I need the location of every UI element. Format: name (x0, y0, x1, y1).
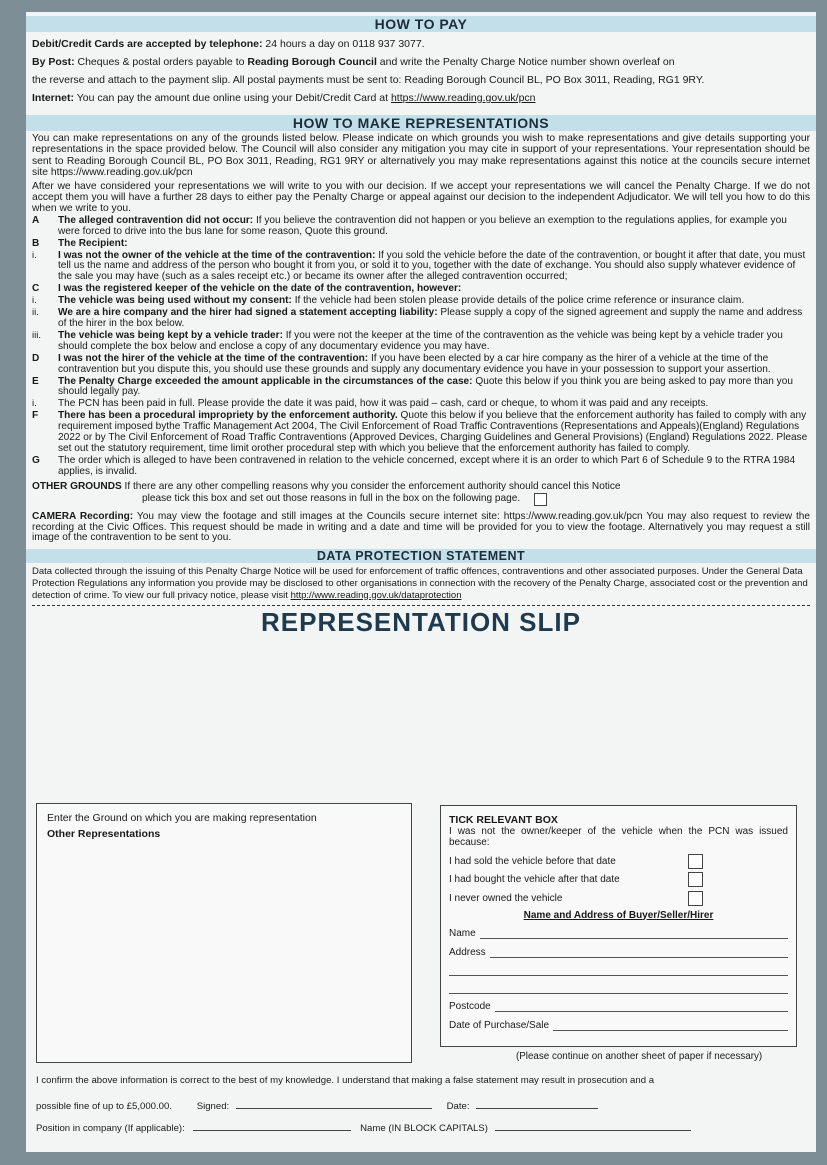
tick-option (449, 852, 703, 871)
cut-line (32, 605, 810, 606)
tick-box-intro: I was not the owner/keeper of the vehicle when the PCN was issued because: (449, 826, 788, 848)
pay-internet (32, 89, 810, 107)
internet-text: You can pay the amount due online using your Debit/Credit Card at (74, 92, 391, 104)
other-grounds-text: If there are any other compelling reasons why you consider the enforcement authority should cancel this Notice (121, 480, 621, 492)
ground-item (32, 411, 810, 455)
address-field[interactable] (449, 939, 788, 958)
how-to-pay-header (26, 16, 816, 32)
ground-description: If you believe the contravention did not happen or you believe an exemption to the regulations applies, for example you were forced to drive into the bus lane for some reason, Quote this ground. (58, 214, 787, 237)
tick-box-title: TICK RELEVANT BOX (449, 814, 558, 826)
post-text-2: and write the Penalty Charge Notice number shown overleaf on (376, 56, 675, 68)
name-label: Name (449, 928, 476, 939)
post-label: By Post: (32, 56, 75, 68)
ground-heading: The alleged contravention did not occur: (58, 214, 254, 226)
ground-key: B (32, 237, 40, 249)
data-protection-header (26, 549, 816, 563)
ground-key: D (32, 352, 40, 364)
fine-text: possible fine of up to £5,000.00. (36, 1101, 173, 1112)
ground-description: If you have been elected by a car hire company as the hirer of a vehicle at the time of the contravention but you dispute this, you should use these grounds and supply any documentary evidence you have in your possession to support your assertion. (58, 352, 771, 375)
ground-key: i. (32, 295, 37, 307)
position-label: Position in company (If applicable): (36, 1123, 185, 1134)
ground-text (58, 399, 810, 410)
position-row (36, 1120, 691, 1134)
representations-after: After we have considered your representations we will write to you with our decision. If we accept your representations we will cancel the Penalty Charge. If we do not accept them you will have a further 28 days to either pay the Penalty Charge or appeal against our decision to the independent Adjudicator. We will tell you how to do this when we write to you. (32, 180, 810, 215)
ground-key: G (32, 454, 40, 466)
ground-item (32, 308, 810, 330)
ground-heading: The Penalty Charge exceeded the amount applicable in the circumstances of the case: (58, 375, 473, 387)
ground-description: Please supply a copy of the signed agreement and supply the name and address of the hirer in the box below. (58, 307, 803, 329)
ground-heading: There has been a procedural impropriety by the enforcement authority. (58, 410, 398, 422)
address-label: Address (449, 946, 486, 958)
how-to-pay-title: HOW TO PAY (374, 16, 468, 32)
representation-box[interactable] (36, 803, 412, 1063)
declaration-text: I confirm the above information is correct to the best of my knowledge. I understand that making a false statement may result in prosecution and a (36, 1075, 655, 1086)
ground-description: If you were not the keeper at the time of the contravention as the vehicle was being kept by a vehicle trader you should complete the box below and enclose a copy of any documentary evidence you may have. (58, 329, 783, 352)
ground-description: If the vehicle had been stolen please provide details of the police crime reference or insurance claim. (291, 295, 745, 307)
ground-item (32, 296, 810, 307)
telephone-text: 24 hours a day on 0118 937 3077. (262, 38, 425, 50)
tick-option-label: I had bought the vehicle after that date (449, 874, 620, 886)
data-protection-text (26, 566, 816, 601)
block-name-label: Name (IN BLOCK CAPITALS) (360, 1123, 488, 1134)
ground-item (32, 216, 810, 238)
ground-heading: I was not the hirer of the vehicle at the time of the contravention: (58, 352, 369, 364)
address-line-3[interactable] (449, 976, 788, 994)
postcode-label: Postcode (449, 1001, 491, 1012)
ground-text (58, 296, 810, 307)
ground-heading: I was not the owner of the vehicle at the time of the contravention: (58, 249, 376, 261)
ground-text (58, 354, 810, 376)
tick-option (449, 871, 703, 890)
tick-option-label: I had sold the vehicle before that date (449, 855, 616, 867)
ground-text (58, 411, 810, 455)
representations-intro: You can make representations on any of the grounds listed below. Please indicate on which grounds you wish to make representations and give details supporting your representations in the space provided below. The Council will also consider any mitigation you may cite in support of your representations. Your representation should be sent to Reading Borough Council BL, PO Box 3011, Reading, RG1 9RY or alternatively you may make representations against this notice at the councils secure internet site https://www.reading.gov.uk/pcn (32, 133, 810, 179)
block-name-field[interactable] (495, 1120, 691, 1131)
other-grounds-text-2: please tick this box and set out those reasons in full in the box on the following page. (142, 492, 521, 504)
ground-key: F (32, 410, 39, 422)
ground-key: i. (32, 249, 37, 261)
name-address-title: Name and Address of Buyer/Seller/Hirer (523, 909, 714, 921)
ground-text (58, 216, 810, 238)
tick-option-checkbox[interactable] (688, 891, 703, 906)
ground-key: ii. (32, 307, 39, 319)
ground-key: E (32, 375, 39, 387)
ground-item (32, 377, 810, 399)
pay-post (32, 53, 810, 71)
date-field[interactable] (476, 1098, 598, 1109)
representations-header (26, 115, 816, 131)
ground-key: C (32, 283, 40, 295)
camera-text: You may view the footage and still images at the Councils secure internet site: https://www.reading.gov.uk/pcn You may also request to review the recording at the Civic Offices. This request should be made in writing and a date and time will be provided for you to view the footage. Alternatively you may request a still image of the contravention to be sent to you. (32, 510, 810, 544)
ground-text (58, 239, 810, 250)
address-line-2[interactable] (449, 958, 788, 976)
tick-option-checkbox[interactable] (688, 872, 703, 887)
ground-text (58, 308, 810, 330)
ground-heading: The vehicle was being kept by a vehicle trader: (58, 329, 283, 341)
ground-description: The order which is alleged to have been contravened in relation to the vehicle concerned, except where it is an order to which Part 6 of Schedule 9 to the RTRA 1984 applies, is invalid. (58, 454, 796, 477)
ground-heading: I was the registered keeper of the vehicle on the date of the contravention, however: (58, 283, 462, 295)
tick-relevant-box (440, 805, 797, 1047)
ground-description: If you sold the vehicle before the date of the contravention, or bought it after that date, you must tell us the name and address of the person who bought it from you, or sold it to you, together with the date of exchange. You should also supply whatever evidence of the sale you may have (such as a sales receipt etc.) or became its owner after the alleged contravention occurred; (58, 249, 806, 283)
ground-key: i. (32, 398, 37, 410)
camera-label: CAMERA Recording: (32, 510, 134, 522)
pay-methods (26, 35, 816, 107)
ground-text (58, 284, 810, 295)
other-grounds-checkbox[interactable] (534, 493, 547, 506)
ground-item (32, 399, 810, 410)
name-field[interactable] (449, 921, 788, 940)
date-label: Date: (446, 1101, 470, 1112)
ground-heading: The Recipient: (58, 237, 128, 249)
ground-heading: We are a hire company and the hirer had signed a statement accepting liability: (58, 307, 438, 319)
ground-item (32, 239, 810, 250)
ground-description: Quote this below if you believe that the enforcement authority has failed to comply with any requirement imposed bythe Traffic Management Act 2004, The Civil Enforcement of Road Traffic Contraventions (Representations and Appeals)(England) Regulations 2022 or by The Civil Enforcement of Road Traffic Contraventions (Approved Devices, Charging Guidelines and General Provisions) (England) Regulations 2022. Please set out the statutory requirement, time limit orother procedural step with which you believe that the enforcement authority has failed to comply. (58, 410, 808, 454)
data-protection-title: DATA PROTECTION STATEMENT (316, 549, 526, 564)
data-protection-body: Data collected through the issuing of this Penalty Charge Notice will be used for enforcement of traffic offences, contraventions and other associated purposes. Under the General Data Protection Regulations any information you provide may be disclosed to other organisations in connection with the recovery of the Penalty Charge, associated cost or the prevention and detection of crime. To view our full privacy notice, please visit (32, 566, 808, 601)
signature-field[interactable] (236, 1098, 432, 1109)
ground-text (58, 331, 810, 353)
signature-row (36, 1098, 598, 1112)
position-field[interactable] (193, 1120, 351, 1131)
ground-item (32, 251, 810, 284)
ground-item (32, 354, 810, 376)
ground-heading: The vehicle was being used without my consent: (58, 295, 292, 307)
ground-description: The PCN has been paid in full. Please provide the date it was paid, how it was paid – cash, card or cheque, to whom it was paid and any receipts. (58, 398, 709, 410)
internet-label: Internet: (32, 92, 74, 104)
continue-note: (Please continue on another sheet of paper if necessary) (516, 1051, 763, 1062)
ground-description: Quote this below if you think you are being asked to pay more than you should legally pay. (58, 375, 793, 398)
purchase-date-label: Date of Purchase/Sale (449, 1019, 550, 1031)
telephone-label: Debit/Credit Cards are accepted by telephone: (32, 38, 263, 50)
other-grounds (26, 482, 816, 506)
post-council: Reading Borough Council (247, 56, 377, 68)
ground-text (58, 377, 810, 399)
ground-key: A (32, 214, 40, 226)
representation-slip-title: REPRESENTATION SLIP (261, 607, 581, 638)
grounds-list (26, 216, 816, 478)
other-grounds-label: OTHER GROUNDS (32, 480, 122, 492)
ground-label: Enter the Ground on which you are making representation (47, 812, 317, 824)
pay-post-address: the reverse and attach to the payment slip. All postal payments must be sent to: Reading Borough Council BL, PO Box 3011, Reading, RG1 9RY. (32, 74, 705, 86)
pay-online-link[interactable]: https://www.reading.gov.uk/pcn (390, 92, 536, 104)
other-representations-label: Other Representations (47, 828, 161, 840)
ground-text (58, 456, 810, 478)
tick-option (449, 889, 703, 908)
tick-option-label: I never owned the vehicle (449, 892, 563, 904)
ground-item (32, 284, 810, 295)
pay-telephone (32, 35, 810, 53)
tick-options (449, 852, 703, 908)
tick-option-checkbox[interactable] (688, 854, 703, 869)
purchase-date-field[interactable] (449, 1012, 788, 1031)
representations-title: HOW TO MAKE REPRESENTATIONS (292, 115, 550, 131)
post-text: Cheques & postal orders payable to (74, 56, 248, 68)
camera-recording (26, 512, 816, 545)
ground-text (58, 251, 810, 284)
signed-label: Signed: (196, 1101, 230, 1112)
postcode-field[interactable] (449, 994, 788, 1013)
ground-item (32, 331, 810, 353)
ground-key: iii. (32, 329, 41, 341)
ground-item (32, 456, 810, 478)
data-protection-link[interactable]: http://www.reading.gov.uk/dataprotection (290, 589, 462, 601)
